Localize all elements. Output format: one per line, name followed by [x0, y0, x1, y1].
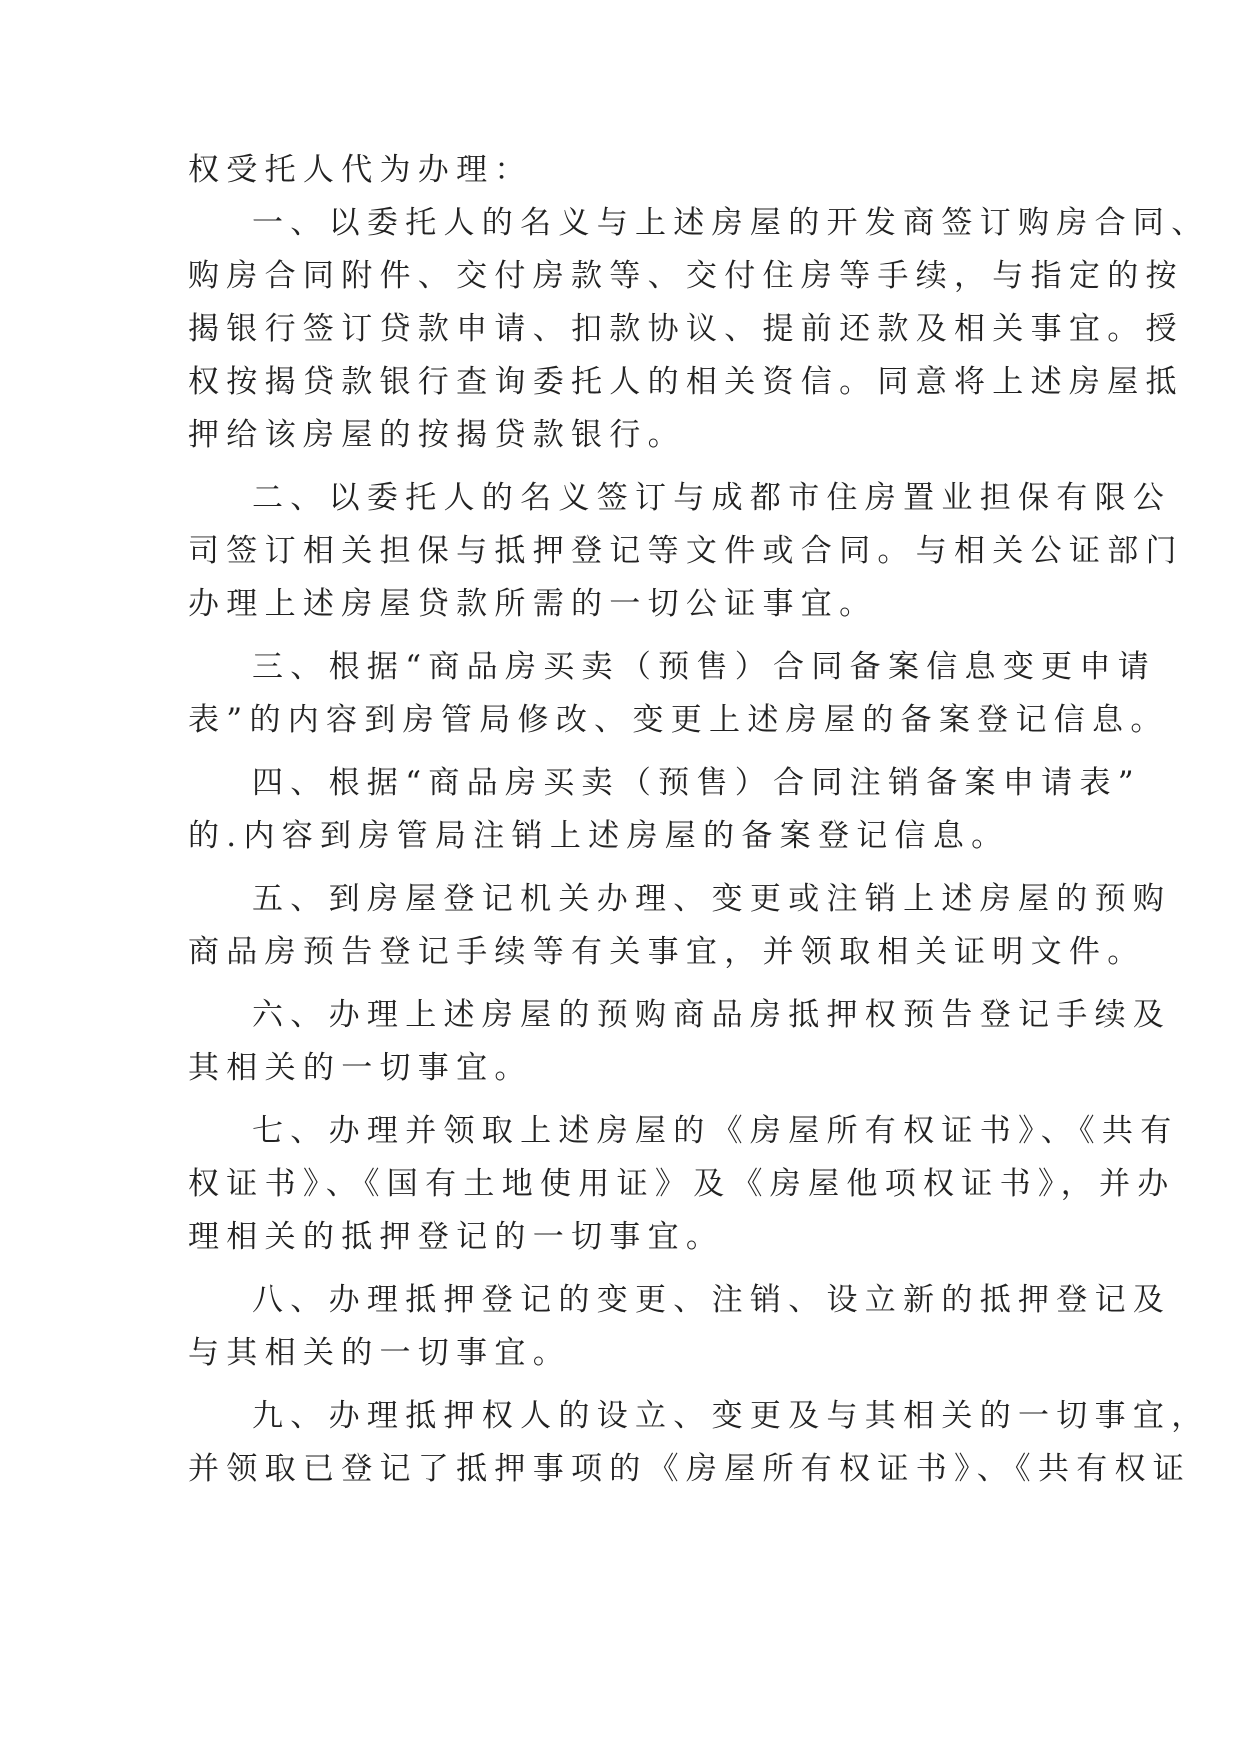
text-line: 七、办理并领取上述房屋的《房屋所有权证书》、《共有	[252, 1113, 1179, 1149]
text-line: 其相关的一切事宜。	[188, 1050, 533, 1086]
text-line: 二、以委托人的名义签订与成都市住房置业担保有限公	[252, 480, 1172, 516]
text-line: 司签订相关担保与抵押登记等文件或合同。与相关公证部门	[188, 533, 1184, 569]
text-line: 四、根据“商品房买卖（预售）合同注销备案申请表”	[252, 765, 1141, 801]
text-line: 并领取已登记了抵押事项的《房屋所有权证书》、《共有权证	[188, 1451, 1192, 1487]
text-line: 理相关的抵押登记的一切事宜。	[188, 1219, 725, 1255]
text-line: 购房合同附件、交付房款等、交付住房等手续，与指定的按	[188, 258, 1184, 294]
text-line: 揭银行签订贷款申请、扣款协议、提前还款及相关事宜。授	[188, 311, 1184, 347]
text-line: 九、办理抵押权人的设立、变更及与其相关的一切事宜，	[252, 1398, 1210, 1434]
text-line: 五、到房屋登记机关办理、变更或注销上述房屋的预购	[252, 881, 1172, 917]
text-line: 表”的内容到房管局修改、变更上述房屋的备案登记信息。	[188, 702, 1169, 738]
text-line: 权按揭贷款银行查询委托人的相关资信。同意将上述房屋抵	[188, 364, 1184, 400]
text-line: 商品房预告登记手续等有关事宜，并领取相关证明文件。	[188, 934, 1146, 970]
text-line: 三、根据“商品房买卖（预售）合同备案信息变更申请	[252, 649, 1157, 685]
text-line: 的.内容到房管局注销上述房屋的备案登记信息。	[188, 818, 1010, 854]
text-line: 权受托人代为办理：	[188, 152, 533, 188]
text-line: 八、办理抵押登记的变更、注销、设立新的抵押登记及	[252, 1282, 1172, 1318]
text-line: 一、以委托人的名义与上述房屋的开发商签订购房合同、	[252, 205, 1210, 241]
text-line: 与其相关的一切事宜。	[188, 1335, 571, 1371]
text-line: 权证书》、《国有土地使用证》及《房屋他项权证书》，并办	[188, 1166, 1176, 1202]
text-line: 办理上述房屋贷款所需的一切公证事宜。	[188, 586, 878, 622]
text-line: 押给该房屋的按揭贷款银行。	[188, 417, 686, 453]
text-line: 六、办理上述房屋的预购商品房抵押权预告登记手续及	[252, 997, 1172, 1033]
